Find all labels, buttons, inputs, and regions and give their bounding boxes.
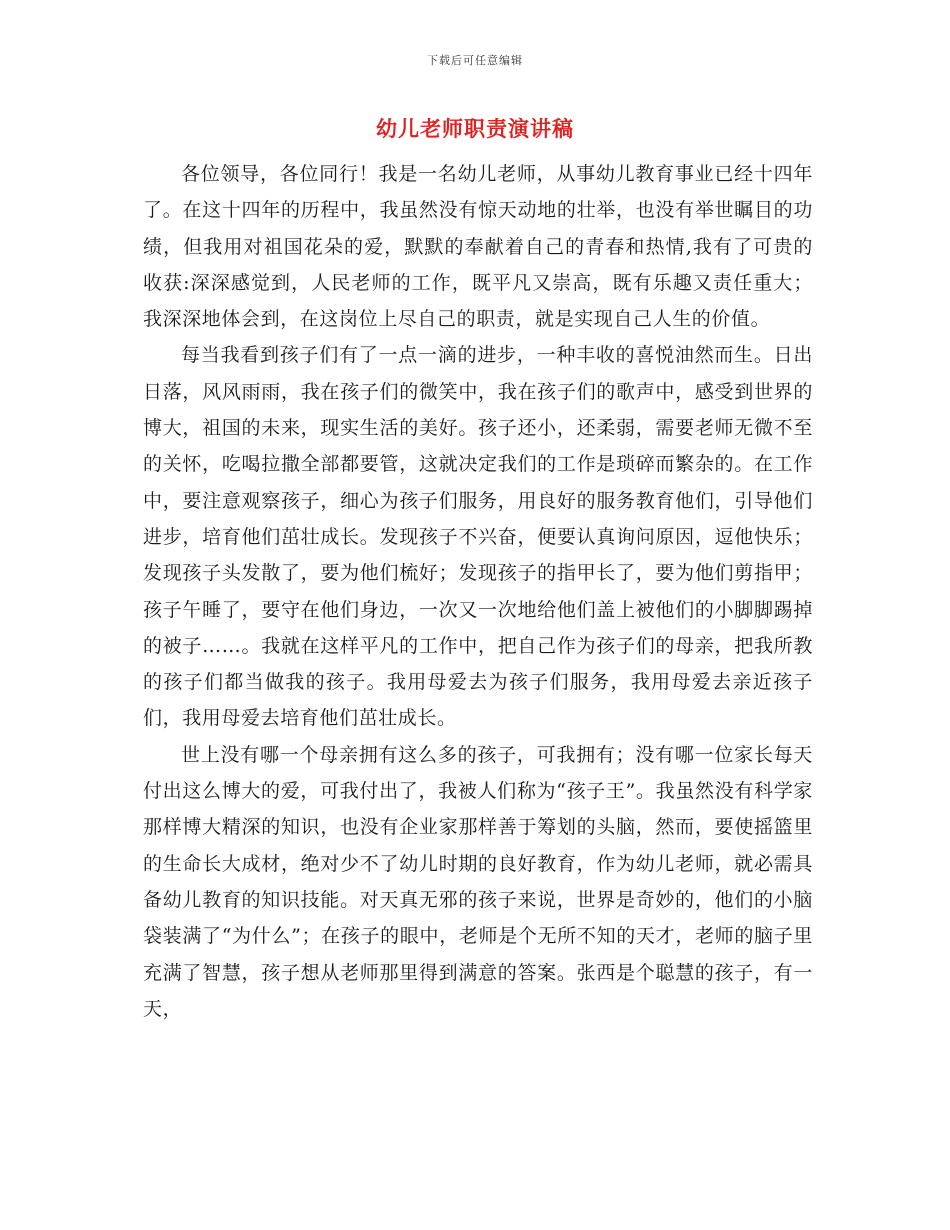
paragraph-2: 每当我看到孩子们有了一点一滴的进步，一种丰收的喜悦油然而生。日出日落，风风雨雨，我在孩子们的微笑中，我在孩子们的歌声中，感受到世界的博大，祖国的未来，现实生活的美好。孩子还小，还柔弱，需要老师无微不至的关怀，吃喝拉撒全部都要管，这就决定我们的工作是琐碎而繁杂的。在工作中，要注意观察孩子，细心为孩子们服务，用良好的服务教育他们，引导他们进步，培育他们茁壮成长。发现孩子不兴奋，便要认真询问原因，逗他快乐；发现孩子头发散了，要为他们梳好；发现孩子的指甲长了，要为他们剪指甲；孩子午睡了，要守在他们身边，一次又一次地给他们盖上被他们的小脚脚踢掉的被子……。我就在这样平凡的工作中，把自己作为孩子们的母亲，把我所教的孩子们都当做我的孩子。我用母爱去为孩子们服务，我用母爱去亲近孩子们，我用母爱去培育他们茁壮成长。	[143, 344, 813, 730]
document-body	[143, 156, 813, 1027]
document-title: 幼儿老师职责演讲稿	[376, 116, 574, 141]
download-edit-note: 下载后可任意编辑	[427, 54, 523, 67]
paragraph-1: 各位领导，各位同行！我是一名幼儿老师，从事幼儿教育事业已经十四年了。在这十四年的历程中，我虽然没有惊天动地的壮举，也没有举世瞩目的功绩，但我用对祖国花朵的爱，默默的奉献着自己的青春和热情,我有了可贵的收获:深深感觉到，人民老师的工作，既平凡又崇高，既有乐趣又责任重大；我深深地体会到，在这岗位上尽自己的职责，就是实现自己人生的价值。	[143, 163, 813, 331]
paragraph-3: 世上没有哪一个母亲拥有这么多的孩子，可我拥有；没有哪一位家长每天付出这么博大的爱，可我付出了，我被人们称为“孩子王”。我虽然没有科学家那样博大精深的知识，也没有企业家那样善于筹划的头脑，然而，要使摇篮里的生命长大成材，绝对少不了幼儿时期的良好教育，作为幼儿老师，就必需具备幼儿教育的知识技能。对天真无邪的孩子来说，世界是奇妙的，他们的小脑袋装满了“为什么”；在孩子的眼中，老师是个无所不知的天才，老师的脑子里充满了智慧，孩子想从老师那里得到满意的答案。张西是个聪慧的孩子，有一天，	[143, 743, 813, 1020]
